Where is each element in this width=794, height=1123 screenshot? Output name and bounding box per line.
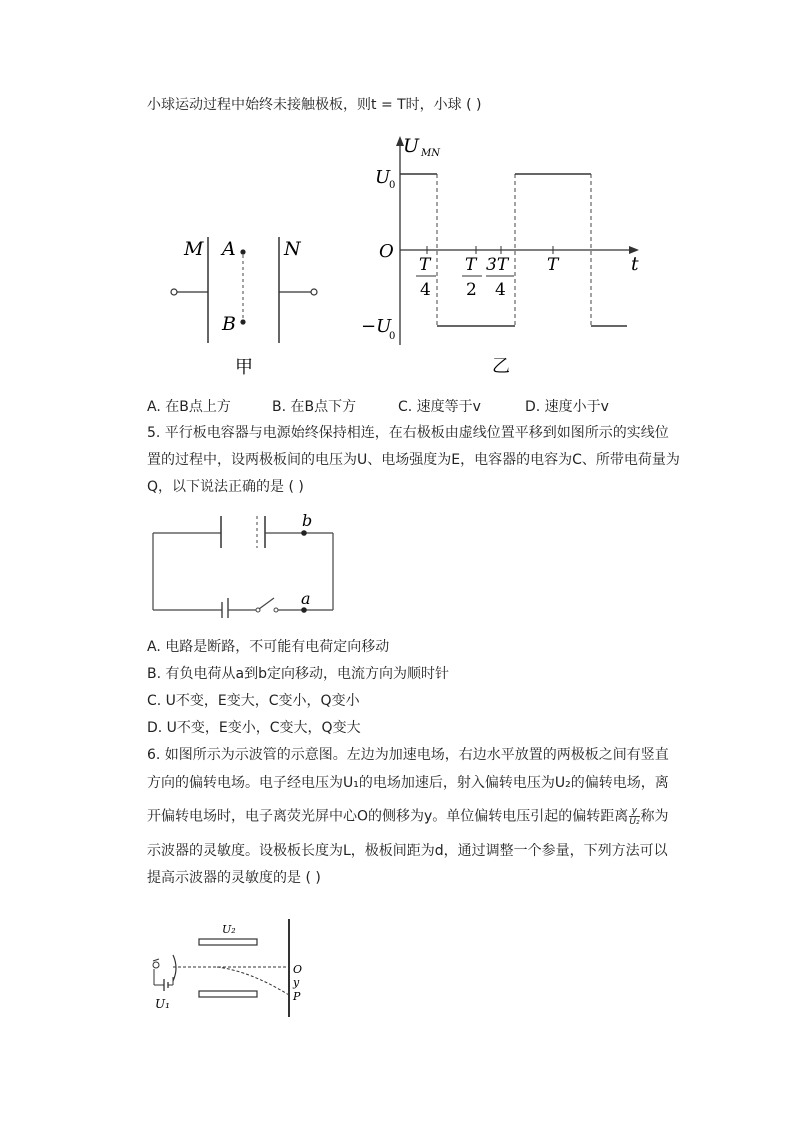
label-B: B bbox=[222, 313, 236, 335]
svg-text:4: 4 bbox=[420, 280, 431, 300]
svg-text:2: 2 bbox=[466, 280, 477, 300]
neg-u0-label: −U bbox=[361, 316, 392, 337]
q4-option-b[interactable]: B. 在B点下方 bbox=[272, 399, 357, 415]
tick-T2: T bbox=[465, 255, 477, 275]
q6-stem-line1: 6. 如图所示为示波管的示意图。左边为加速电场，右边水平放置的两极板之间有竖直 bbox=[147, 747, 669, 763]
figure-jia bbox=[160, 225, 330, 380]
u1-label: U₁ bbox=[155, 997, 170, 1011]
q4-option-d[interactable]: D. 速度小于v bbox=[525, 399, 609, 415]
origin-label: O bbox=[379, 241, 394, 262]
label-A: A bbox=[222, 238, 236, 260]
u2-label: U₂ bbox=[222, 923, 236, 936]
q5-stem-line1: 5. 平行板电容器与电源始终保持相连，在右极板由虚线位置平移到如图所示的实线位 bbox=[147, 425, 669, 441]
u0-label: U bbox=[375, 167, 391, 188]
figure-yi bbox=[355, 130, 655, 380]
q6-stem-line4: 示波器的灵敏度。设极板长度为L，极板间距为d，通过调整一个参量，下列方法可以 bbox=[147, 843, 668, 859]
q6-stem-line3: 开偏转电场时，电子离荧光屏中心O的侧移为y。单位偏转电压引起的偏转距离 $\frac{y}{\text{U₂}}$ 称为 bbox=[147, 806, 669, 827]
q5-option-d[interactable]: D. U不变，E变小，C变大，Q变大 bbox=[147, 720, 361, 736]
q4-stem-tail: 小球运动过程中始终未接触极板，则t = T时，小球 ( ) bbox=[147, 97, 482, 113]
q5-option-c[interactable]: C. U不变，E变大，C变小，Q变小 bbox=[147, 693, 360, 709]
q6-stem-line2: 方向的偏转电场。电子经电压为U₁的电场加速后，射入偏转电压为U₂的偏转电场，离 bbox=[147, 775, 669, 791]
q4-option-a[interactable]: A. 在B点上方 bbox=[147, 399, 231, 415]
caption-jia: 甲 bbox=[235, 357, 253, 378]
point-b-label: b bbox=[302, 511, 313, 530]
point-p-label: P bbox=[293, 990, 301, 1003]
tick-3T4: 3T bbox=[486, 255, 509, 275]
label-N: N bbox=[284, 238, 301, 260]
q5-option-b[interactable]: B. 有负电荷从a到b定向移动，电流方向为顺时针 bbox=[147, 666, 449, 682]
q5-stem-line3: Q，以下说法正确的是 ( ) bbox=[147, 479, 304, 495]
offset-y-label: y bbox=[293, 976, 300, 989]
q5-stem-line2: 置的过程中，设两极板间的电压为U、电场强度为E，电容器的电容为C、所带电荷量为 bbox=[147, 452, 680, 468]
caption-yi: 乙 bbox=[492, 356, 510, 377]
screen-o-label: O bbox=[293, 963, 303, 976]
oscilloscope-tube-figure bbox=[145, 915, 320, 1025]
t-label: t bbox=[631, 253, 639, 275]
ylabel: U bbox=[403, 135, 420, 157]
sensitivity-fraction: $\frac{y}{\text{U₂}}$ bbox=[629, 806, 640, 827]
svg-text:4: 4 bbox=[495, 280, 506, 300]
q4-option-c[interactable]: C. 速度等于v bbox=[398, 399, 481, 415]
q5-option-a[interactable]: A. 电路是断路，不可能有电荷定向移动 bbox=[147, 639, 390, 655]
tick-T: T bbox=[547, 255, 559, 275]
q5-circuit-figure bbox=[148, 508, 338, 618]
svg-text:0: 0 bbox=[389, 331, 396, 342]
svg-text:0: 0 bbox=[389, 180, 396, 191]
svg-text:MN: MN bbox=[421, 148, 440, 159]
point-a-label: a bbox=[301, 589, 311, 608]
label-M: M bbox=[184, 238, 204, 260]
tick-T4: T bbox=[419, 255, 431, 275]
q6-stem-line5: 提高示波器的灵敏度的是 ( ) bbox=[147, 870, 321, 886]
